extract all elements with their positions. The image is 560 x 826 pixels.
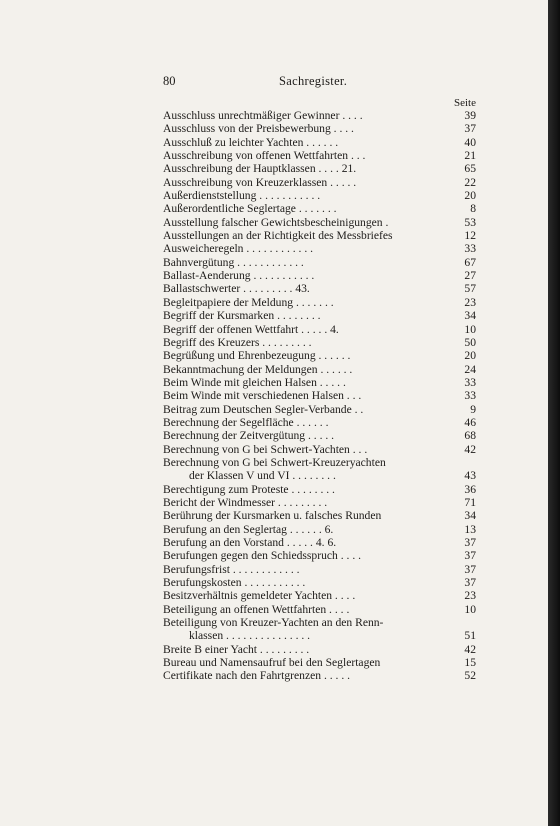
- index-entry: [163, 376, 476, 389]
- entry-text: Ausstellungen an der Richtigkeit des Messbriefes: [163, 229, 393, 243]
- entry-text: Beim Winde mit verschiedenen Halsen . . .: [163, 389, 362, 403]
- index-entry: [163, 216, 476, 229]
- entry-text: Außerdienststellung . . . . . . . . . . .: [163, 189, 321, 203]
- entry-text: Bahnvergütung . . . . . . . . . . . .: [163, 255, 304, 269]
- index-entry: [163, 403, 476, 416]
- entry-text: der Klassen V und VI . . . . . . . .: [189, 469, 336, 483]
- entry-page-number: 37: [464, 576, 476, 590]
- index-entry: [163, 269, 476, 282]
- entry-page-number: 42: [464, 442, 476, 456]
- entry-text: Berufungsfrist . . . . . . . . . . . .: [163, 562, 300, 576]
- index-entry: [163, 563, 476, 576]
- entry-page-number: 36: [464, 482, 476, 496]
- entry-page-number: 53: [464, 215, 476, 229]
- entry-text: Ausschluss von der Preisbewerbung . . . .: [163, 122, 354, 136]
- entry-page-number: 37: [464, 122, 476, 136]
- entry-page-number: 40: [464, 135, 476, 149]
- entry-page-number: 46: [464, 415, 476, 429]
- entry-page-number: 21: [464, 149, 476, 163]
- entry-text: Beim Winde mit gleichen Halsen . . . . .: [163, 375, 346, 389]
- index-entry: [163, 109, 476, 122]
- index-entry: [163, 429, 476, 442]
- entry-page-number: 34: [464, 509, 476, 523]
- entry-page-number: 57: [464, 282, 476, 296]
- entry-text: Ausstellung falscher Gewichtsbescheinigungen .: [163, 215, 389, 229]
- index-entry: [163, 469, 476, 482]
- index-entry: [163, 122, 476, 135]
- entry-text: Begriff des Kreuzers . . . . . . . . .: [163, 335, 312, 349]
- index-entry: [163, 282, 476, 295]
- entry-text: Berechtigung zum Proteste . . . . . . . .: [163, 482, 335, 496]
- entry-page-number: 15: [464, 656, 476, 670]
- entry-text: Berechnung der Zeitvergütung . . . . .: [163, 429, 335, 443]
- entry-text: Berechnung von G bei Schwert-Kreuzeryachten: [163, 455, 386, 469]
- entry-text: Bekanntmachung der Meldungen . . . . . .: [163, 362, 353, 376]
- entry-text: Besitzverhältnis gemeldeter Yachten . . . .: [163, 589, 356, 603]
- index-entry: [163, 349, 476, 362]
- entry-page-number: 23: [464, 589, 476, 603]
- entry-page-number: 33: [464, 389, 476, 403]
- index-entry: [163, 443, 476, 456]
- entry-page-number: 68: [464, 429, 476, 443]
- entry-page-number: 37: [464, 549, 476, 563]
- index-entry: [163, 202, 476, 215]
- index-entry: [163, 656, 476, 669]
- page-number: 80: [163, 74, 176, 88]
- entry-text: Ausschreibung von Kreuzerklassen . . . . .: [163, 175, 357, 189]
- index-entry: [163, 629, 476, 642]
- index-entry: [163, 149, 476, 162]
- index-entry: [163, 536, 476, 549]
- index-entry: [163, 643, 476, 656]
- entry-page-number: 12: [464, 229, 476, 243]
- index-entry: [163, 416, 476, 429]
- index-entry: [163, 603, 476, 616]
- index-entry: [163, 576, 476, 589]
- entry-text: Bericht der Windmesser . . . . . . . . .: [163, 495, 328, 509]
- page-column-header: Seite: [454, 97, 476, 109]
- entry-page-number: 67: [464, 255, 476, 269]
- index-entries: [163, 109, 476, 683]
- entry-page-number: 51: [464, 629, 476, 643]
- entry-text: Bureau und Namensaufruf bei den Seglertagen: [163, 656, 381, 670]
- page-edge-shadow: [548, 0, 560, 826]
- index-entry: [163, 176, 476, 189]
- entry-page-number: 34: [464, 309, 476, 323]
- entry-text: Berufung an den Seglertag . . . . . . 6.: [163, 522, 334, 536]
- entry-text: Ausschreibung der Hauptklassen . . . . 21.: [163, 162, 357, 176]
- entry-page-number: 39: [464, 109, 476, 122]
- entry-text: Außerordentliche Seglertage . . . . . . .: [163, 202, 337, 216]
- index-entry: [163, 296, 476, 309]
- index-entry: [163, 456, 476, 469]
- entry-text: Begleitpapiere der Meldung . . . . . . .: [163, 295, 334, 309]
- page-header: [163, 74, 446, 90]
- entry-text: Beteiligung von Kreuzer-Yachten an den Renn-: [163, 616, 384, 630]
- index-entry: [163, 389, 476, 402]
- index-entry: [163, 309, 476, 322]
- entry-text: Berechnung von G bei Schwert-Yachten . . .: [163, 442, 368, 456]
- entry-text: klassen . . . . . . . . . . . . . . .: [189, 629, 311, 643]
- index-entry: [163, 496, 476, 509]
- index-entry: [163, 669, 476, 682]
- index-entry: [163, 509, 476, 522]
- entry-text: Ausschreibung von offenen Wettfahrten . . .: [163, 149, 366, 163]
- entry-page-number: 20: [464, 349, 476, 363]
- entry-page-number: 23: [464, 295, 476, 309]
- index-entry: [163, 229, 476, 242]
- entry-page-number: 33: [464, 375, 476, 389]
- entry-text: Begriff der offenen Wettfahrt . . . . . 4.: [163, 322, 339, 336]
- entry-text: Ausschluß zu leichter Yachten . . . . . .: [163, 135, 339, 149]
- index-entry: [163, 363, 476, 376]
- entry-text: Berufung an den Vorstand . . . . . 4. 6.: [163, 536, 337, 549]
- index-entry: [163, 483, 476, 496]
- entry-page-number: 37: [464, 562, 476, 576]
- index-entry: [163, 336, 476, 349]
- entry-text: Beitrag zum Deutschen Segler-Verbande . .: [163, 402, 364, 416]
- entry-text: Ausweicheregeln . . . . . . . . . . . .: [163, 242, 314, 256]
- entry-text: Certifikate nach den Fahrtgrenzen . . . . .: [163, 669, 351, 683]
- entry-text: Berufungen gegen den Schiedsspruch . . . .: [163, 549, 362, 563]
- index-entry: [163, 589, 476, 602]
- entry-page-number: 10: [464, 322, 476, 336]
- entry-page-number: 22: [464, 175, 476, 189]
- entry-text: Begriff der Kursmarken . . . . . . . .: [163, 309, 321, 323]
- entry-text: Berechnung der Segelfläche . . . . . .: [163, 415, 329, 429]
- entry-page-number: 13: [464, 522, 476, 536]
- entry-page-number: 65: [464, 162, 476, 176]
- index-entry: [163, 616, 476, 629]
- entry-page-number: 50: [464, 335, 476, 349]
- index-entry: [163, 256, 476, 269]
- entry-page-number: 10: [464, 602, 476, 616]
- index-entry: [163, 136, 476, 149]
- entry-page-number: 9: [470, 402, 476, 416]
- entry-text: Begrüßung und Ehrenbezeugung . . . . . .: [163, 349, 351, 363]
- entry-page-number: 24: [464, 362, 476, 376]
- entry-text: Berufungskosten . . . . . . . . . . .: [163, 576, 306, 590]
- entry-text: Breite B einer Yacht . . . . . . . . .: [163, 642, 310, 656]
- entry-page-number: 71: [464, 495, 476, 509]
- entry-page-number: 27: [464, 269, 476, 283]
- index-entry: [163, 549, 476, 562]
- index-entry: [163, 323, 476, 336]
- entry-text: Ausschluss unrechtmäßiger Gewinner . . . .: [163, 109, 363, 122]
- running-title: Sachregister.: [279, 74, 348, 88]
- entry-text: Berührung der Kursmarken u. falsches Runden: [163, 509, 382, 523]
- entry-page-number: 20: [464, 189, 476, 203]
- entry-page-number: 42: [464, 642, 476, 656]
- entry-text: Ballast-Aenderung . . . . . . . . . . .: [163, 269, 315, 283]
- index-entry: [163, 189, 476, 202]
- index-entry: [163, 523, 476, 536]
- entry-page-number: 8: [470, 202, 476, 216]
- index-entry: [163, 162, 476, 175]
- entry-page-number: 37: [464, 536, 476, 549]
- entry-page-number: 33: [464, 242, 476, 256]
- entry-text: Beteiligung an offenen Wettfahrten . . . .: [163, 602, 350, 616]
- entry-page-number: 52: [464, 669, 476, 683]
- entry-text: Ballastschwerter . . . . . . . . . 43.: [163, 282, 310, 296]
- index-entry: [163, 242, 476, 255]
- entry-page-number: 43: [464, 469, 476, 483]
